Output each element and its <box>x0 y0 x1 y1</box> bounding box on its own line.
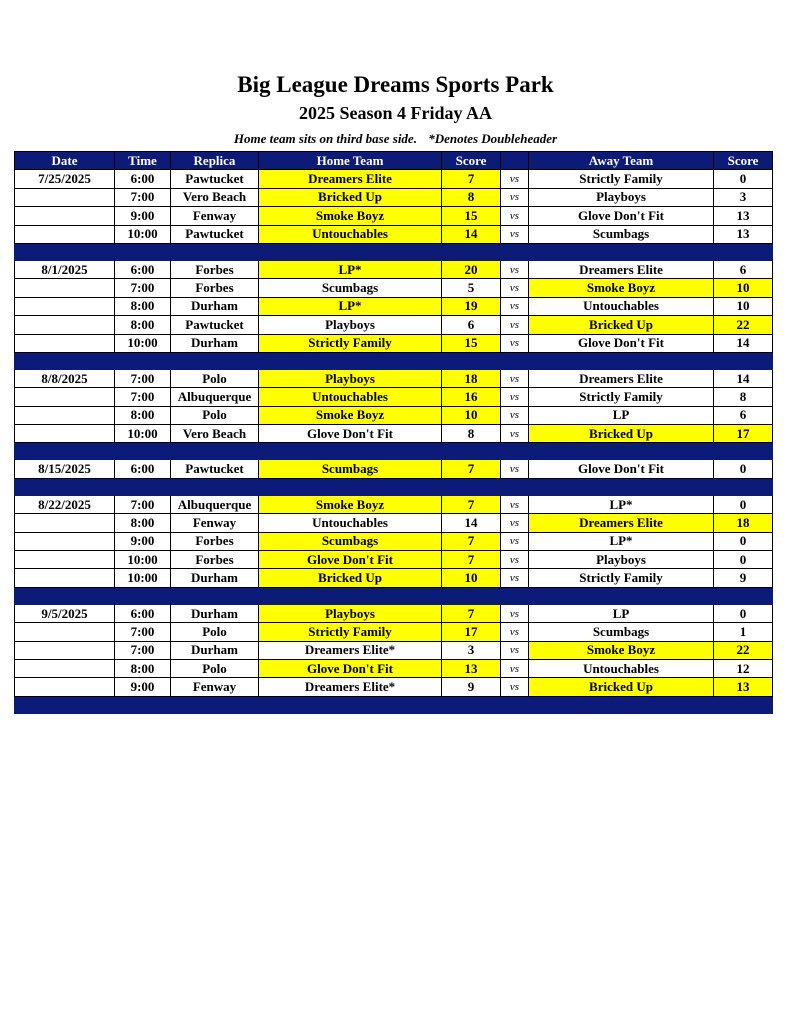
header-row <box>15 152 773 170</box>
separator-cell <box>442 443 501 460</box>
separator-cell <box>442 696 501 713</box>
game-row <box>15 297 773 315</box>
game-date <box>15 188 115 206</box>
away-team: Bricked Up <box>529 678 714 696</box>
home-team-note: Home team sits on third base side. <box>233 131 417 146</box>
away-score: 13 <box>714 207 773 225</box>
game-date <box>15 514 115 532</box>
vs-label: vs <box>501 170 529 188</box>
away-team: LP* <box>529 495 714 513</box>
home-score: 10 <box>442 406 501 424</box>
home-score: 7 <box>442 460 501 478</box>
week-separator <box>15 587 773 604</box>
col-home-team: Home Team <box>259 152 442 170</box>
game-field: Pawtucket <box>171 316 259 334</box>
away-score: 0 <box>714 495 773 513</box>
away-score: 0 <box>714 551 773 569</box>
season-subtitle: 2025 Season 4 Friday AA <box>298 103 493 123</box>
game-row <box>15 460 773 478</box>
separator-cell <box>442 478 501 495</box>
away-team: Smoke Boyz <box>529 641 714 659</box>
away-team: Dreamers Elite <box>529 514 714 532</box>
vs-label: vs <box>501 279 529 297</box>
vs-label: vs <box>501 604 529 622</box>
game-time: 8:00 <box>115 514 171 532</box>
separator-cell <box>501 443 529 460</box>
game-field: Polo <box>171 623 259 641</box>
separator-cell <box>501 478 529 495</box>
away-score: 0 <box>714 604 773 622</box>
home-score: 6 <box>442 316 501 334</box>
game-row <box>15 334 773 352</box>
game-time: 9:00 <box>115 532 171 550</box>
away-team: Bricked Up <box>529 316 714 334</box>
away-score: 22 <box>714 641 773 659</box>
vs-label: vs <box>501 551 529 569</box>
separator-cell <box>259 243 442 260</box>
away-score: 14 <box>714 334 773 352</box>
game-field: Forbes <box>171 260 259 278</box>
away-score: 6 <box>714 260 773 278</box>
home-score: 19 <box>442 297 501 315</box>
away-score: 18 <box>714 514 773 532</box>
away-score: 0 <box>714 170 773 188</box>
separator-cell <box>115 243 171 260</box>
col-date: Date <box>15 152 115 170</box>
home-team: Scumbags <box>259 532 442 550</box>
vs-label: vs <box>501 334 529 352</box>
vs-label: vs <box>501 678 529 696</box>
col-away-team: Away Team <box>529 152 714 170</box>
game-time: 8:00 <box>115 316 171 334</box>
away-team: Scumbags <box>529 225 714 243</box>
col-vs <box>501 152 529 170</box>
away-score: 17 <box>714 425 773 443</box>
home-team: Untouchables <box>259 388 442 406</box>
game-date: 7/25/2025 <box>15 170 115 188</box>
separator-cell <box>115 587 171 604</box>
game-date <box>15 225 115 243</box>
game-date <box>15 659 115 677</box>
game-time: 7:00 <box>115 188 171 206</box>
vs-label: vs <box>501 207 529 225</box>
game-row <box>15 369 773 387</box>
game-date <box>15 297 115 315</box>
vs-label: vs <box>501 388 529 406</box>
away-score: 13 <box>714 678 773 696</box>
away-team: Bricked Up <box>529 425 714 443</box>
separator-cell <box>501 587 529 604</box>
game-row <box>15 495 773 513</box>
game-field: Durham <box>171 334 259 352</box>
game-time: 9:00 <box>115 207 171 225</box>
home-score: 20 <box>442 260 501 278</box>
separator-cell <box>529 587 714 604</box>
game-field: Fenway <box>171 514 259 532</box>
vs-label: vs <box>501 297 529 315</box>
game-field: Vero Beach <box>171 188 259 206</box>
game-field: Durham <box>171 604 259 622</box>
away-score: 14 <box>714 369 773 387</box>
home-team: Scumbags <box>259 460 442 478</box>
home-score: 5 <box>442 279 501 297</box>
home-score: 16 <box>442 388 501 406</box>
separator-cell <box>15 696 115 713</box>
away-score: 0 <box>714 532 773 550</box>
game-date <box>15 406 115 424</box>
game-date: 9/5/2025 <box>15 604 115 622</box>
game-date <box>15 207 115 225</box>
game-date <box>15 279 115 297</box>
away-team: Strictly Family <box>529 569 714 587</box>
game-time: 7:00 <box>115 369 171 387</box>
home-team: Dreamers Elite* <box>259 641 442 659</box>
away-team: Glove Don't Fit <box>529 460 714 478</box>
vs-label: vs <box>501 225 529 243</box>
separator-cell <box>15 587 115 604</box>
game-field: Durham <box>171 297 259 315</box>
home-team: Bricked Up <box>259 569 442 587</box>
home-score: 15 <box>442 207 501 225</box>
separator-cell <box>714 443 773 460</box>
home-score: 17 <box>442 623 501 641</box>
game-date: 8/15/2025 <box>15 460 115 478</box>
game-date: 8/1/2025 <box>15 260 115 278</box>
home-score: 8 <box>442 425 501 443</box>
home-score: 7 <box>442 551 501 569</box>
home-score: 3 <box>442 641 501 659</box>
game-time: 7:00 <box>115 641 171 659</box>
game-date <box>15 316 115 334</box>
separator-cell <box>529 478 714 495</box>
schedule-note <box>0 131 791 147</box>
vs-label: vs <box>501 369 529 387</box>
game-field: Pawtucket <box>171 225 259 243</box>
game-time: 6:00 <box>115 604 171 622</box>
schedule-body <box>15 170 773 713</box>
away-team: LP* <box>529 532 714 550</box>
home-team: Bricked Up <box>259 188 442 206</box>
home-team: Strictly Family <box>259 623 442 641</box>
game-date <box>15 532 115 550</box>
game-field: Durham <box>171 569 259 587</box>
vs-label: vs <box>501 188 529 206</box>
game-date: 8/8/2025 <box>15 369 115 387</box>
game-row <box>15 678 773 696</box>
game-row <box>15 425 773 443</box>
game-time: 8:00 <box>115 659 171 677</box>
game-row <box>15 569 773 587</box>
vs-label: vs <box>501 532 529 550</box>
home-score: 14 <box>442 514 501 532</box>
week-separator <box>15 696 773 713</box>
home-score: 14 <box>442 225 501 243</box>
game-field: Polo <box>171 369 259 387</box>
home-team: Smoke Boyz <box>259 495 442 513</box>
away-team: Untouchables <box>529 297 714 315</box>
separator-cell <box>171 696 259 713</box>
game-time: 10:00 <box>115 225 171 243</box>
vs-label: vs <box>501 514 529 532</box>
separator-cell <box>171 243 259 260</box>
game-field: Pawtucket <box>171 170 259 188</box>
home-team: LP* <box>259 260 442 278</box>
away-team: Playboys <box>529 551 714 569</box>
game-row <box>15 659 773 677</box>
vs-label: vs <box>501 260 529 278</box>
away-team: Playboys <box>529 188 714 206</box>
home-score: 7 <box>442 495 501 513</box>
schedule-table <box>14 151 773 714</box>
week-separator <box>15 352 773 369</box>
home-team: Scumbags <box>259 279 442 297</box>
separator-cell <box>714 478 773 495</box>
away-team: Dreamers Elite <box>529 369 714 387</box>
home-team: Dreamers Elite* <box>259 678 442 696</box>
separator-cell <box>15 352 115 369</box>
game-row <box>15 225 773 243</box>
away-score: 12 <box>714 659 773 677</box>
separator-cell <box>171 587 259 604</box>
game-row <box>15 514 773 532</box>
game-date <box>15 388 115 406</box>
away-score: 10 <box>714 279 773 297</box>
game-row <box>15 623 773 641</box>
game-time: 9:00 <box>115 678 171 696</box>
col-replica: Replica <box>171 152 259 170</box>
separator-cell <box>259 587 442 604</box>
game-time: 8:00 <box>115 297 171 315</box>
game-time: 8:00 <box>115 406 171 424</box>
away-score: 8 <box>714 388 773 406</box>
away-team: Glove Don't Fit <box>529 334 714 352</box>
separator-cell <box>15 243 115 260</box>
game-field: Fenway <box>171 207 259 225</box>
away-score: 9 <box>714 569 773 587</box>
separator-cell <box>714 243 773 260</box>
separator-cell <box>442 352 501 369</box>
week-separator <box>15 443 773 460</box>
game-time: 10:00 <box>115 425 171 443</box>
separator-cell <box>714 587 773 604</box>
home-team: Smoke Boyz <box>259 207 442 225</box>
home-score: 10 <box>442 569 501 587</box>
home-team: Playboys <box>259 316 442 334</box>
col-away-score: Score <box>714 152 773 170</box>
home-score: 8 <box>442 188 501 206</box>
separator-cell <box>529 696 714 713</box>
away-score: 10 <box>714 297 773 315</box>
separator-cell <box>529 243 714 260</box>
game-row <box>15 532 773 550</box>
week-separator <box>15 243 773 260</box>
home-team: Glove Don't Fit <box>259 425 442 443</box>
separator-cell <box>15 478 115 495</box>
home-team: Dreamers Elite <box>259 170 442 188</box>
home-team: Smoke Boyz <box>259 406 442 424</box>
separator-cell <box>442 587 501 604</box>
game-row <box>15 188 773 206</box>
home-team: Untouchables <box>259 514 442 532</box>
separator-cell <box>529 443 714 460</box>
game-row <box>15 207 773 225</box>
game-field: Forbes <box>171 532 259 550</box>
game-row <box>15 260 773 278</box>
doubleheader-note: *Denotes Doubleheader <box>428 131 558 146</box>
game-time: 6:00 <box>115 260 171 278</box>
separator-cell <box>714 352 773 369</box>
game-field: Forbes <box>171 279 259 297</box>
game-time: 7:00 <box>115 623 171 641</box>
away-team: Strictly Family <box>529 388 714 406</box>
game-field: Pawtucket <box>171 460 259 478</box>
game-time: 7:00 <box>115 388 171 406</box>
game-field: Fenway <box>171 678 259 696</box>
home-team: Strictly Family <box>259 334 442 352</box>
game-date <box>15 569 115 587</box>
game-time: 10:00 <box>115 569 171 587</box>
col-home-score: Score <box>442 152 501 170</box>
separator-cell <box>501 243 529 260</box>
game-time: 7:00 <box>115 279 171 297</box>
away-team: Dreamers Elite <box>529 260 714 278</box>
home-score: 7 <box>442 604 501 622</box>
away-score: 3 <box>714 188 773 206</box>
home-score: 7 <box>442 170 501 188</box>
separator-cell <box>115 443 171 460</box>
game-field: Durham <box>171 641 259 659</box>
home-team: Glove Don't Fit <box>259 551 442 569</box>
away-team: Glove Don't Fit <box>529 207 714 225</box>
separator-cell <box>529 352 714 369</box>
vs-label: vs <box>501 623 529 641</box>
game-date <box>15 623 115 641</box>
separator-cell <box>259 352 442 369</box>
separator-cell <box>501 696 529 713</box>
home-score: 7 <box>442 532 501 550</box>
home-team: Untouchables <box>259 225 442 243</box>
game-row <box>15 604 773 622</box>
game-date <box>15 641 115 659</box>
home-score: 13 <box>442 659 501 677</box>
game-time: 6:00 <box>115 460 171 478</box>
game-field: Albuquerque <box>171 388 259 406</box>
game-time: 10:00 <box>115 551 171 569</box>
home-score: 9 <box>442 678 501 696</box>
game-row <box>15 279 773 297</box>
game-date: 8/22/2025 <box>15 495 115 513</box>
vs-label: vs <box>501 425 529 443</box>
game-field: Polo <box>171 659 259 677</box>
vs-label: vs <box>501 460 529 478</box>
home-team: LP* <box>259 297 442 315</box>
game-time: 7:00 <box>115 495 171 513</box>
vs-label: vs <box>501 659 529 677</box>
separator-cell <box>259 478 442 495</box>
away-score: 6 <box>714 406 773 424</box>
away-score: 13 <box>714 225 773 243</box>
separator-cell <box>115 478 171 495</box>
week-separator <box>15 478 773 495</box>
separator-cell <box>115 352 171 369</box>
separator-cell <box>501 352 529 369</box>
game-row <box>15 388 773 406</box>
away-team: Smoke Boyz <box>529 279 714 297</box>
away-team: LP <box>529 604 714 622</box>
game-row <box>15 641 773 659</box>
away-team: LP <box>529 406 714 424</box>
game-row <box>15 170 773 188</box>
away-score: 0 <box>714 460 773 478</box>
game-time: 6:00 <box>115 170 171 188</box>
home-score: 18 <box>442 369 501 387</box>
vs-label: vs <box>501 406 529 424</box>
separator-cell <box>442 243 501 260</box>
game-date <box>15 678 115 696</box>
separator-cell <box>171 443 259 460</box>
separator-cell <box>259 696 442 713</box>
vs-label: vs <box>501 316 529 334</box>
game-row <box>15 316 773 334</box>
home-team: Playboys <box>259 369 442 387</box>
vs-label: vs <box>501 641 529 659</box>
separator-cell <box>259 443 442 460</box>
away-team: Untouchables <box>529 659 714 677</box>
game-date <box>15 334 115 352</box>
vs-label: vs <box>501 495 529 513</box>
away-score: 22 <box>714 316 773 334</box>
separator-cell <box>115 696 171 713</box>
game-field: Polo <box>171 406 259 424</box>
game-time: 10:00 <box>115 334 171 352</box>
home-team: Glove Don't Fit <box>259 659 442 677</box>
game-row <box>15 406 773 424</box>
col-time: Time <box>115 152 171 170</box>
game-field: Albuquerque <box>171 495 259 513</box>
game-field: Forbes <box>171 551 259 569</box>
away-team: Scumbags <box>529 623 714 641</box>
separator-cell <box>15 443 115 460</box>
home-team: Playboys <box>259 604 442 622</box>
separator-cell <box>171 478 259 495</box>
page-title: Big League Dreams Sports Park <box>237 72 554 97</box>
away-team: Strictly Family <box>529 170 714 188</box>
game-field: Vero Beach <box>171 425 259 443</box>
game-date <box>15 551 115 569</box>
vs-label: vs <box>501 569 529 587</box>
separator-cell <box>714 696 773 713</box>
home-score: 15 <box>442 334 501 352</box>
game-date <box>15 425 115 443</box>
away-score: 1 <box>714 623 773 641</box>
separator-cell <box>171 352 259 369</box>
game-row <box>15 551 773 569</box>
